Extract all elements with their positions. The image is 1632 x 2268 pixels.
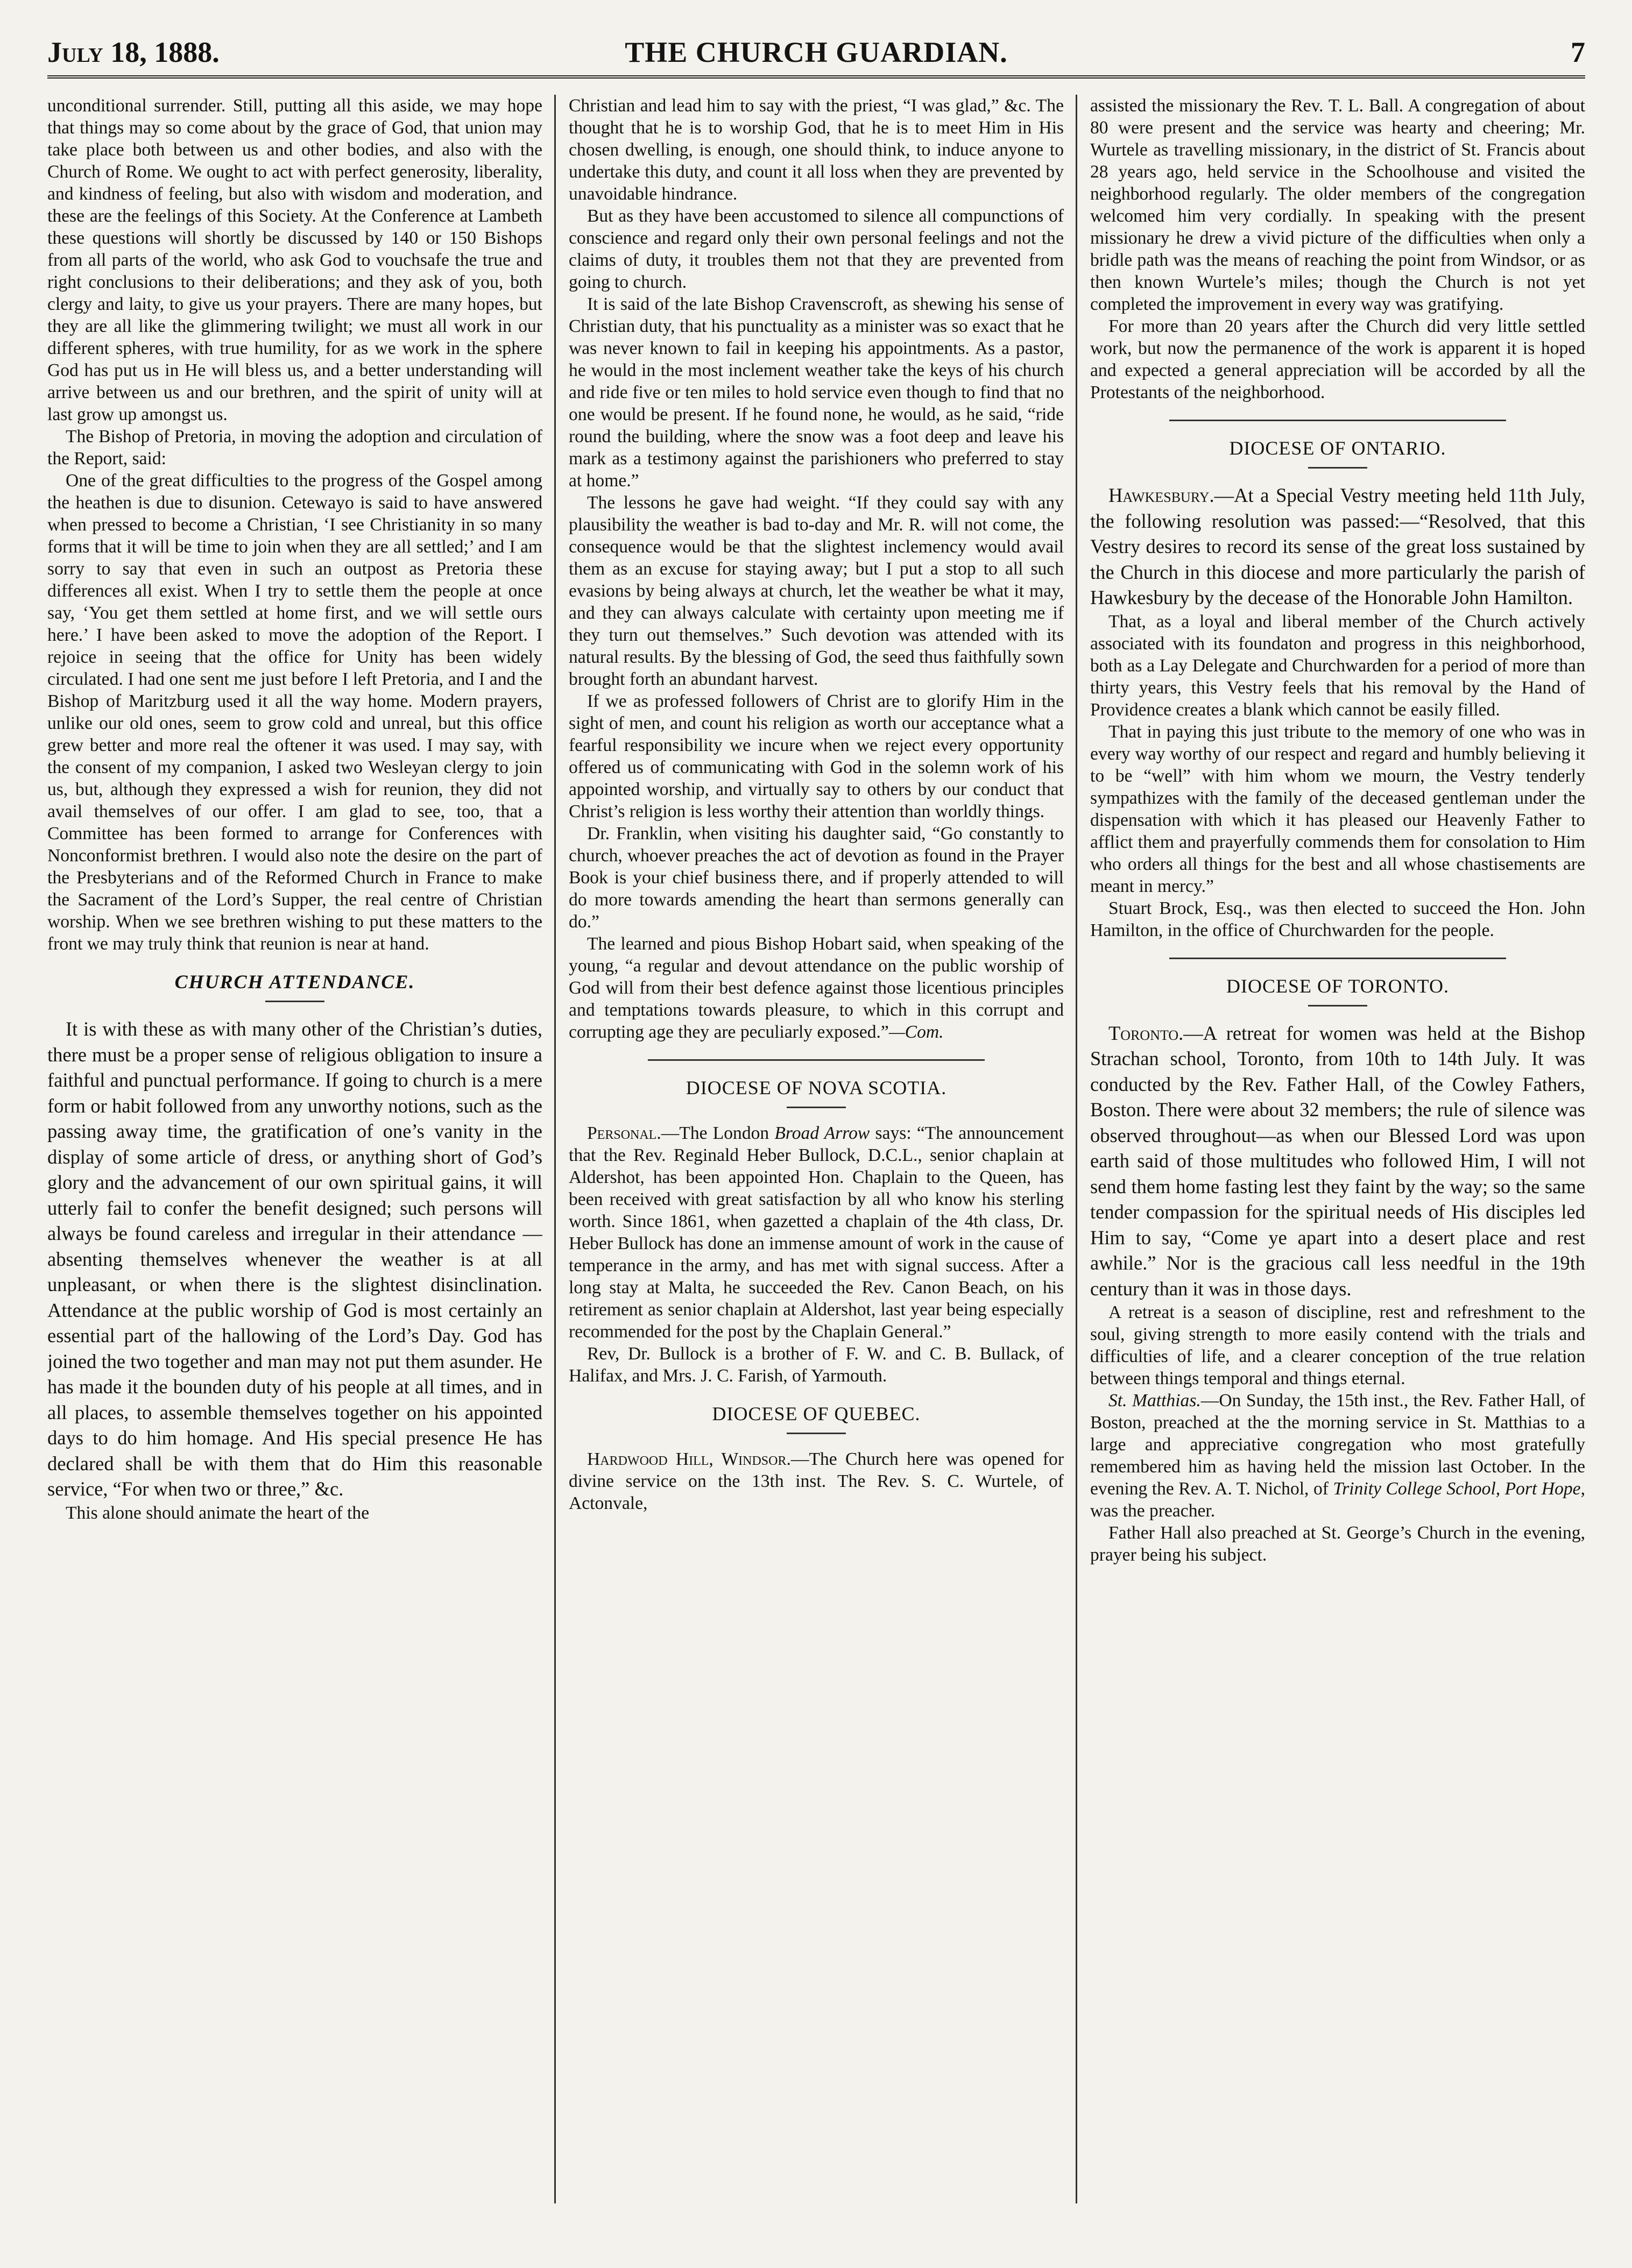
- paragraph: Rev, Dr. Bullock is a brother of F. W. and C. B. Bullack, of Halifax, and Mrs. J. C. Farish, of Yarmouth.: [569, 1344, 1064, 1386]
- paragraph: But as they have been accustomed to silence all compunctions of conscience and regard only their own personal feelings and not the claims of duty, it troubles them not that they are prevented from going to church.: [569, 206, 1064, 292]
- lead-in: Hardwood Hill, Windsor.: [587, 1449, 791, 1469]
- section-heading-ontario: DIOCESE OF ONTARIO.: [1229, 437, 1446, 459]
- newspaper-title: THE CHURCH GUARDIAN.: [625, 36, 1008, 68]
- issue-date: July 18, 1888.: [47, 36, 220, 68]
- paragraph: A retreat is a season of discipline, rest and refreshment to the soul, giving strength to more easily contend with the trials and difficulties of life, and a clearer conception of the true relation between things temporal and things eternal.: [1090, 1302, 1585, 1388]
- heading-rule: [787, 1433, 846, 1434]
- paragraph-text: The learned and pious Bishop Hobart said, when speaking of the young, “a regular and devout attendance on the public worship of God will from their best defence against those licentious principles and temptations towards pleasure, to which in this corrupt and corrupting age they are peculiarly exposed.”: [569, 934, 1064, 1042]
- publication-name: Broad Arrow: [774, 1123, 870, 1143]
- lead-in: Hawkesbury.: [1108, 484, 1214, 506]
- section-heading-quebec: DIOCESE OF QUEBEC.: [712, 1403, 921, 1424]
- section-rule: [1169, 958, 1506, 959]
- paragraph: Stuart Brock, Esq., was then elected to succeed the Hon. John Hamilton, in the office of Churchwarden for the people.: [1090, 898, 1585, 940]
- heading-rule: [1308, 467, 1367, 469]
- paragraph-text: , was the preacher.: [1090, 1479, 1585, 1521]
- heading-rule: [787, 1107, 846, 1108]
- lead-in: St. Matthias.: [1108, 1391, 1201, 1411]
- paragraph: It is said of the late Bishop Cravenscroft, as shewing his sense of Christian duty, that his punctuality as a minister was so exact that he was never known to fail in keeping his appointments. As a pastor, he would in the most inclement weather take the keys of his church and ride five or ten miles to hold service even though to find that no one would be present. If he found none, he would, as he said, “ride round the building, where the snow was a foot deep and leave his mark as a testimony against the parishioners who preferred to stay at home.”: [569, 294, 1064, 491]
- paragraph: [569, 1122, 1064, 1343]
- masthead: [47, 24, 1585, 79]
- paragraph: [569, 1448, 1064, 1514]
- paragraph: unconditional surrender. Still, putting all this aside, we may hope that things may so come about by the grace of God, that union may take place both between us and other bodies, and also with the Church of Rome. We ought to act with perfect generosity, liberality, and kindness of feeling, but also with wisdom and moderation, and these are the feelings of this Society. At the Conference at Lambeth these questions will shortly be discussed by 140 or 150 Bishops from all parts of the world, who ask God to vouchsafe the true and right conclusions to their deliberations; and they ask of you, both clergy and laity, to give us your prayers. There are many hopes, but they are all like the glimmering twilight; we must all work in our different spheres, with true humility, for as we work in the sphere God has put us in He will bless us, and a better understanding will arrive between us and our brethren, and the spirit of unity will at last grow up amongst us.: [47, 96, 542, 424]
- lead-in: Toronto.: [1108, 1022, 1184, 1044]
- paragraph: The Bishop of Pretoria, in moving the adoption and circulation of the Report, said:: [47, 427, 542, 469]
- paragraph-text: —At a Special Vestry meeting held 11th July, the following resolution was passed:—“Resolved, that this Vestry desires to record its sense of the great loss sustained by the Church in this diocese and more particularly the parish of Hawkesbury by the decease of the Honorable John Hamilton.: [1090, 484, 1585, 608]
- section-heading-toronto: DIOCESE OF TORONTO.: [1226, 975, 1450, 997]
- paragraph: If we as professed followers of Christ are to glorify Him in the sight of men, and count his religion as worth our acceptance what a fearful responsibility we incure when we reject every opportunity offered us of communicating with God in the solemn work of his appointed worship, and virtually say to others by our conduct that Christ’s religion is less worthy their attention than worldly things.: [569, 691, 1064, 821]
- heading-rule: [265, 1001, 324, 1002]
- paragraph: That in paying this just tribute to the memory of one who was in every way worthy of our respect and regard and humbly believing it to be “well” with him whom we mourn, the Vestry tenderly sympathizes with the family of the deceased gentleman under the dispensation with which it has pleased our Heavenly Father to afflict them and prayerfully commends them for consolation to Him who orders all things for the best and all whose chastisements are meant in mercy.”: [1090, 721, 1585, 896]
- paragraph: Christian and lead him to say with the priest, “I was glad,” &c. The thought that he is to worship God, that he is to meet Him in His chosen dwelling, is enough, one should think, to induce anyone to undertake this duty, and count it all loss when they are prevented by unavoidable hindrance.: [569, 96, 1064, 204]
- paragraph: assisted the missionary the Rev. T. L. Ball. A congregation of about 80 were present and the service was hearty and cheering; Mr. Wurtele as travelling missionary, in the district of St. Francis about 28 years ago, held service in the Schoolhouse and visited the neighborhood regularly. The older members of the congregation welcomed him very cordially. In speaking with the present missionary he drew a vivid picture of the difficulties when only a bridle path was the means of reaching the point from Windsor, or as then known Wurtele’s miles; though the Church is not yet completed the improvement in every way was gratifying.: [1090, 96, 1585, 314]
- paragraph: [1090, 483, 1585, 611]
- paragraph: The lessons he gave had weight. “If they could say with any plausibility the weather is bad to-day and Mr. R. will not come, the consequence would be that the slightest inclemency would avail them as an excuse for staying away; but I put a stop to all such evasions by being always at church, let the weather be what it may, and they can always calculate with certainty upon meeting me if they turn out themselves.” Such devotion was attended with its natural results. By the blessing of God, the seed thus faithfully sown brought forth an abundant harvest.: [569, 493, 1064, 689]
- column-3: [1090, 95, 1585, 2203]
- paragraph: For more than 20 years after the Church did very little settled work, but now the permanence of the work is apparent it is hoped and expected a general appreciation will be accorded by all the Protestants of the neighborhood.: [1090, 316, 1585, 402]
- paragraph: [1090, 1390, 1585, 1522]
- paragraph: Dr. Franklin, when visiting his daughter said, “Go constantly to church, whoever preaches the act of devotion as found in the Prayer Book is your chief business there, and if properly attended to will do more towards amending the heart than sermons generally can do.”: [569, 824, 1064, 932]
- section-rule: [1169, 420, 1506, 421]
- credit: —Com.: [888, 1022, 944, 1042]
- paragraph: It is with these as with many other of the Christian’s duties, there must be a proper sense of religious obligation to insure a faithful and punctual performance. If going to church is a mere form or habit followed from any unworthy notions, such as the passing away time, the gratification of one’s vanity in the display of some article of dress, or anything short of God’s glory and the advancement of our own spiritual gains, it will utterly fail to confer the benefit designed; such persons will always be found careless and irregular in their attendance —absenting themselves whenever the weather is at all unpleasant, or when there is the slightest disinclination. Attendance at the public worship of God is most certainly an essential part of the hallowing of the Lord’s Day. God has joined the two together and man may not put them asunder. He has made it the bounden duty of his people at all times, and in all places, to assemble themselves together on his appointed days to do him homage. And His special presence He has declared shall be with them that do Him this reasonable service, “For when two or three,” &c.: [47, 1018, 542, 1500]
- paragraph: Father Hall also preached at St. George’s Church in the evening, prayer being his subject.: [1090, 1523, 1585, 1565]
- heading-rule: [1308, 1005, 1367, 1007]
- page-number: 7: [1571, 36, 1585, 68]
- column-divider: [554, 95, 556, 2203]
- school-name: Trinity College School, Port Hope: [1333, 1479, 1581, 1499]
- paragraph: This alone should animate the heart of the: [66, 1502, 370, 1523]
- column-1: [47, 95, 542, 2203]
- column-2: [569, 95, 1064, 2203]
- column-divider: [1076, 95, 1077, 2203]
- paragraph-text: —The Church here was opened for divine service on the 13th inst. The Rev. S. C. Wurtele, of Actonvale,: [569, 1449, 1064, 1513]
- paragraph-text: —A retreat for women was held at the Bishop Strachan school, Toronto, from 10th to 14th July. It was conducted by the Rev. Father Hall, of the Cowley Fathers, Boston. There were about 32 members; the rule of silence was observed throughout—as when our Blessed Lord was upon earth said of those multitudes who followed Him, I will not send them home fasting lest they faint by the way; so the same tender compassion for the spiritual needs of His disciples led Him to say, “Come ye apart into a desert place and rest awhile.” Nor is the gracious call less needful in the 19th century than it was in those days.: [1090, 1022, 1585, 1300]
- lead-in: Personal.: [587, 1123, 661, 1143]
- section-rule: [648, 1059, 985, 1061]
- paragraph-text: says: “The announcement that the Rev. Reginald Heber Bullock, D.C.L., senior chaplain at Aldershot, has been appointed Hon. Chaplain to the Queen, has been received with great satisfaction by all who know his sterling worth. Since 1861, when gazetted a chaplain of the 4th class, Dr. Heber Bullock has done an immense amount of work in the cause of temperance in the army, and has met with signal success. After a long stay at Malta, he succeeded the Rev. Canon Beach, on his retirement as senior chaplain at Aldershot, last year being especially recommended for the post by the Chaplain General.”: [569, 1123, 1064, 1342]
- paragraph: That, as a loyal and liberal member of the Church actively associated with its foundaton and progress in this neighborhood, both as a Lay Delegate and Churchwarden for a period of more than thirty years, this Vestry feels that his removal by the Hand of Providence creates a blank which cannot be easily filled.: [1090, 611, 1585, 720]
- paragraph-text: —The London: [661, 1123, 775, 1143]
- paragraph: One of the great difficulties to the progress of the Gospel among the heathen is due to disunion. Cetewayo is said to have answered when pressed to become a Christian, ‘I see Christianity in so many forms that it will be time to join when they are all settled;’ and I am sorry to say that even in such an outpost as Pretoria these differences all exist. When I try to settle them the people at once say, ‘You get them settled at home first, and we will settle ours here.’ I have been asked to move the adoption of the Report. I rejoice in seeing that the office for Unity has been widely circulated. I had one sent me just before I left Pretoria, and I and the Bishop of Maritzburg used it all the way home. Modern prayers, unlike our old ones, seem to grow cold and unreal, but this office grew better and more real the oftener it was used. I may say, with the consent of my companion, I asked two Wesleyan clergy to join us, but, although they expressed a wish for reunion, they did not avail themselves of our offer. I am glad to see, too, that a Committee has been formed to arrange for Conferences with Nonconformist brethren. I would also note the desire on the part of the Presbyterians and of the Reformed Church in France to make the Sacrament of the Lord’s Supper, the real centre of Christian worship. When we see brethren wishing to put these matters to the front we may truly think that reunion is near at hand.: [47, 471, 542, 954]
- section-heading-church-attendance: CHURCH ATTENDANCE.: [174, 971, 415, 993]
- paragraph: [1090, 1020, 1585, 1302]
- paragraph-text: —On Sunday, the 15th inst., the Rev. Father Hall, of Boston, preached at the the morning service in St. Matthias to a large and appreciative congregation who most gratefully remembered him as having held the mission last October. In the evening the Rev. A. T. Nichol, of: [1090, 1391, 1585, 1499]
- paragraph: [569, 933, 1064, 1043]
- section-heading-nova-scotia: DIOCESE OF NOVA SCOTIA.: [686, 1077, 947, 1098]
